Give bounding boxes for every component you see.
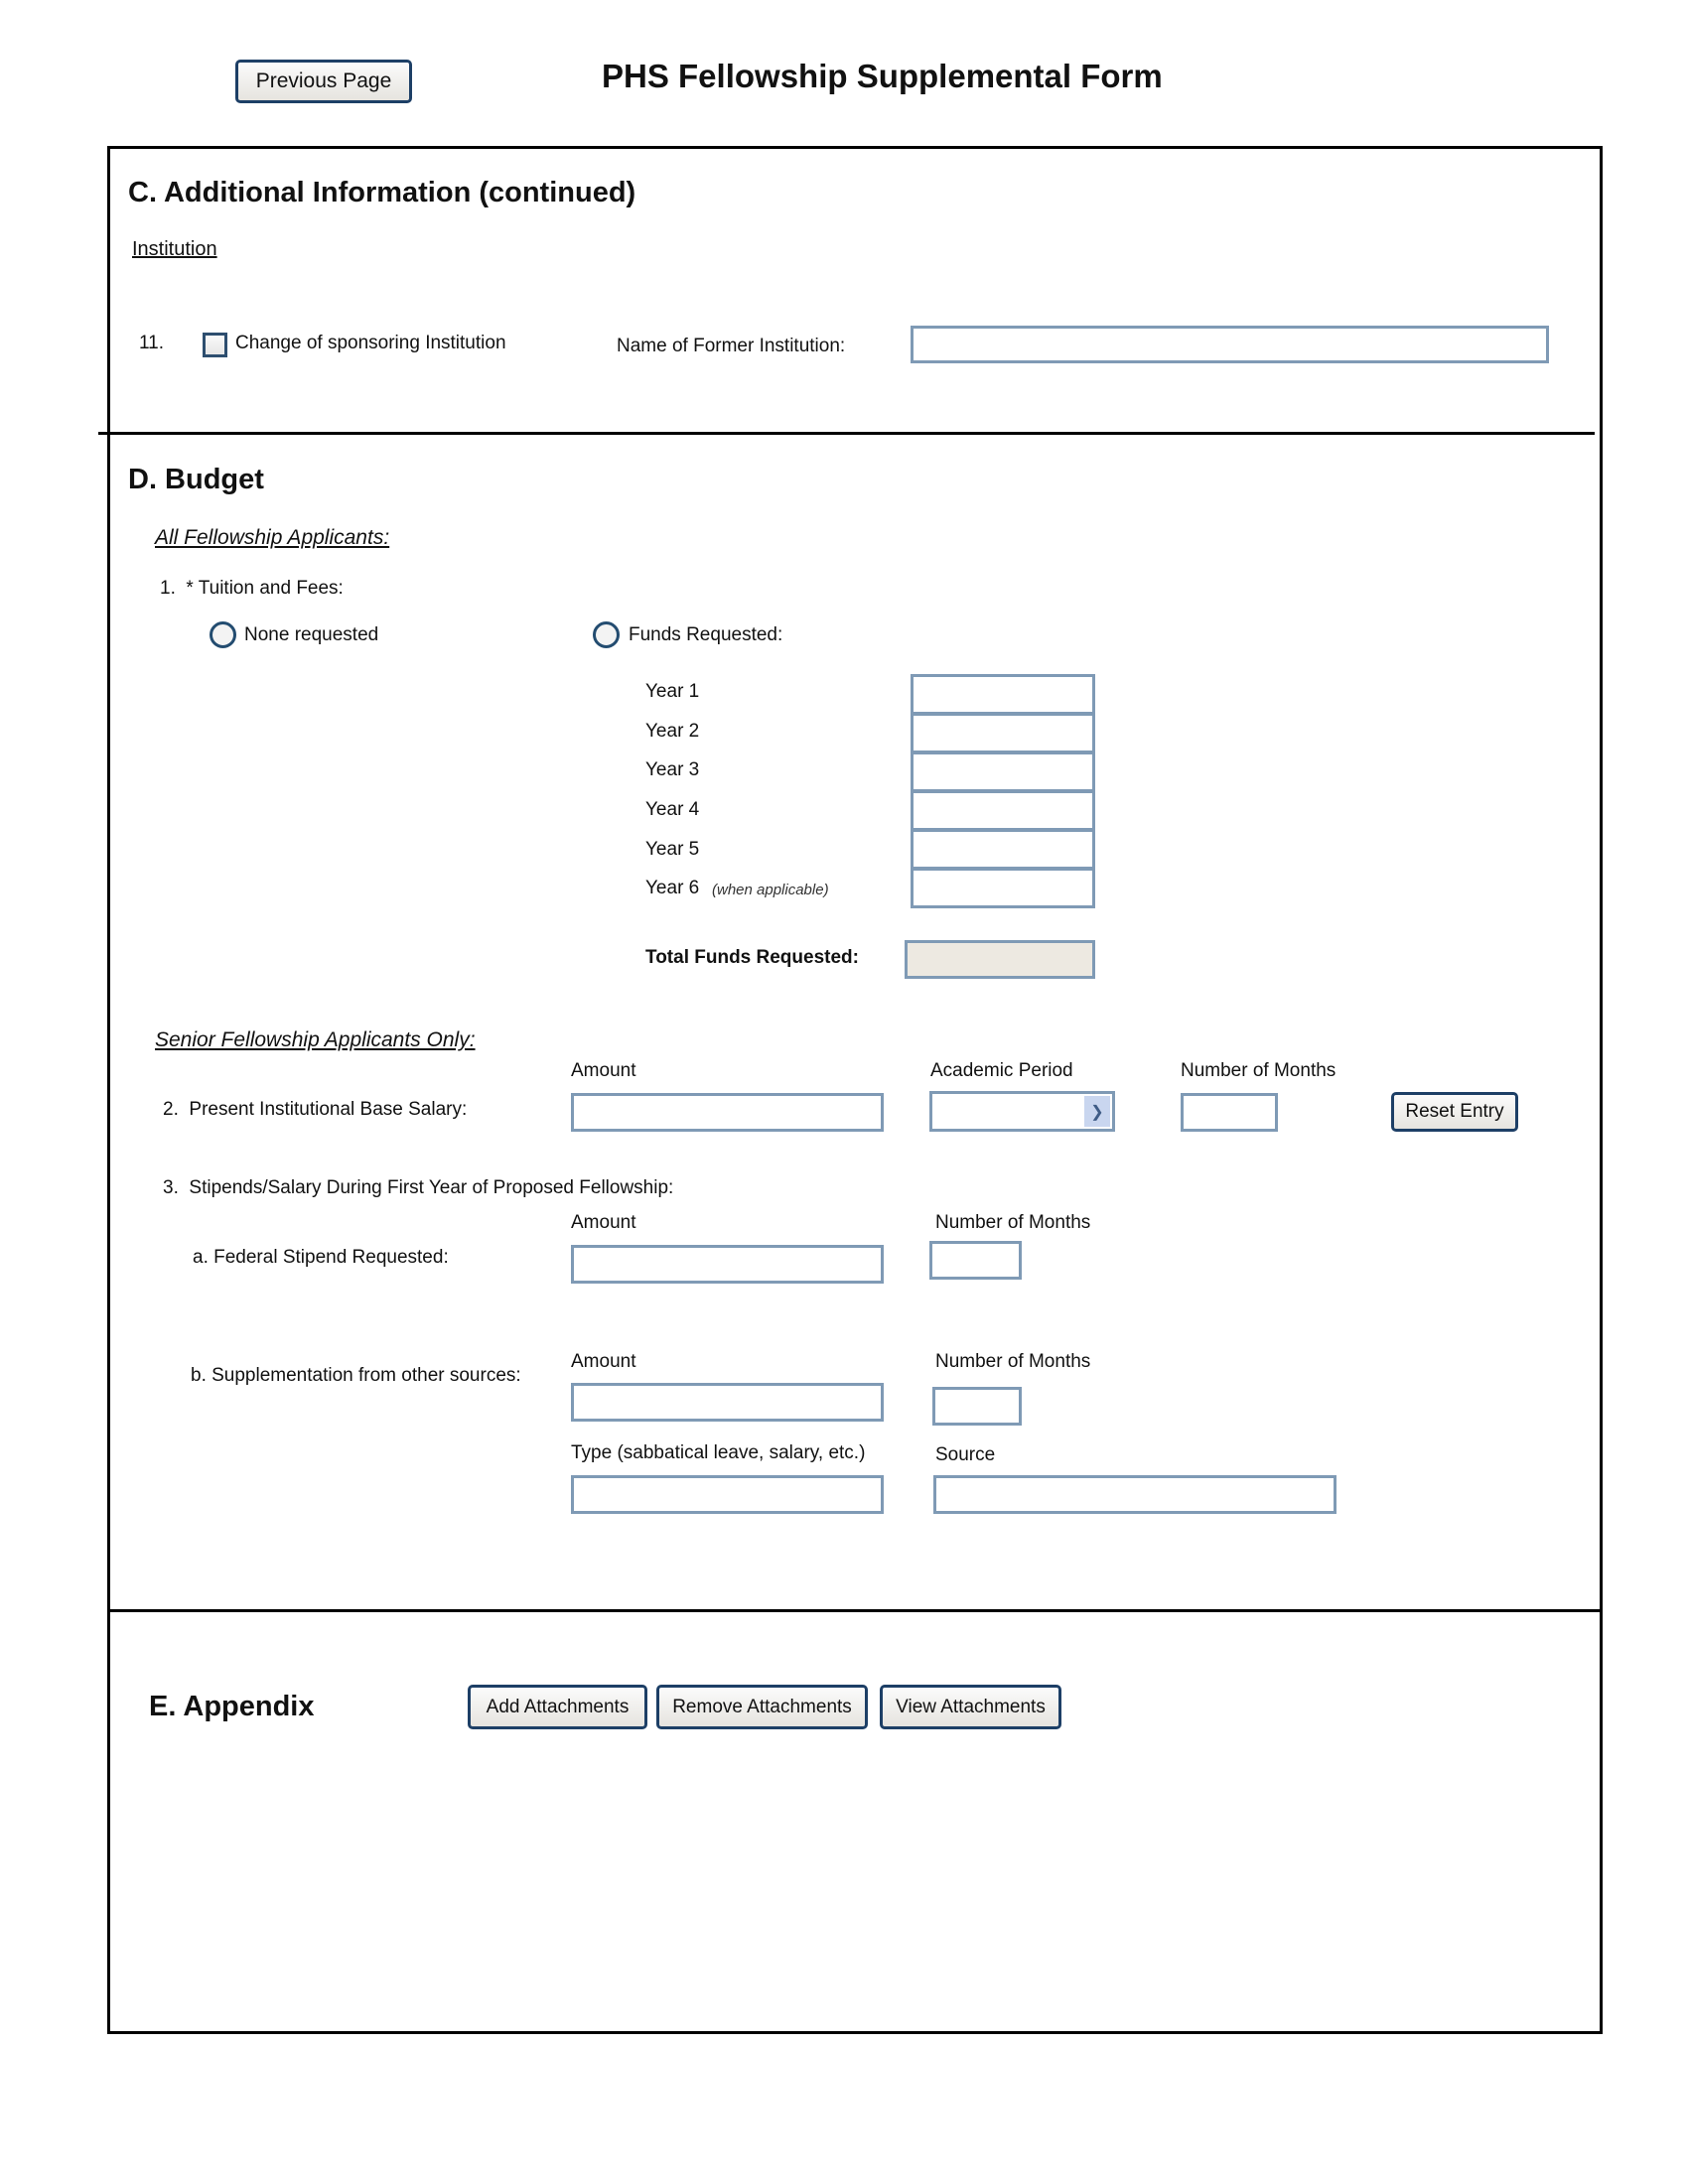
item3b-type-header: Type (sabbatical leave, salary, etc.) [571, 1442, 866, 1463]
year-3-input[interactable] [911, 751, 1095, 792]
section-divider [98, 432, 1595, 435]
section-c-heading: C. Additional Information (continued) [128, 177, 636, 208]
federal-stipend-label: a. Federal Stipend Requested: [193, 1247, 449, 1268]
former-institution-input[interactable] [911, 326, 1549, 363]
add-attachments-button[interactable]: Add Attachments [468, 1685, 647, 1729]
item2-period-header: Academic Period [930, 1060, 1073, 1081]
year-6-note: (when applicable) [712, 882, 829, 898]
supplementation-source-input[interactable] [933, 1475, 1336, 1514]
view-attachments-button[interactable]: View Attachments [880, 1685, 1061, 1729]
base-salary-amount-input[interactable] [571, 1093, 884, 1132]
supplementation-type-input[interactable] [571, 1475, 884, 1514]
change-institution-label: Change of sponsoring Institution [235, 333, 506, 353]
federal-stipend-amount-input[interactable] [571, 1245, 884, 1284]
previous-page-button[interactable]: Previous Page [235, 60, 412, 103]
base-salary-months-input[interactable] [1181, 1093, 1278, 1132]
all-applicants-heading: All Fellowship Applicants: [155, 526, 390, 549]
item3b-amount-header: Amount [571, 1351, 636, 1372]
supplementation-label: b. Supplementation from other sources: [191, 1365, 521, 1386]
year-6-input[interactable] [911, 868, 1095, 908]
year-1-input[interactable] [911, 674, 1095, 715]
item2-months-header: Number of Months [1181, 1060, 1336, 1081]
year-2-label: Year 2 [645, 721, 700, 742]
year-3-label: Year 3 [645, 759, 700, 780]
year-2-input[interactable] [911, 713, 1095, 753]
chevron-down-icon[interactable]: ❯ [1084, 1096, 1110, 1127]
reset-entry-button[interactable]: Reset Entry [1391, 1092, 1518, 1132]
year-4-input[interactable] [911, 790, 1095, 831]
year-4-label: Year 4 [645, 799, 700, 820]
remove-attachments-button[interactable]: Remove Attachments [656, 1685, 868, 1729]
year-6-label: Year 6 [645, 878, 700, 898]
year-5-input[interactable] [911, 829, 1095, 870]
page-title: PHS Fellowship Supplemental Form [602, 58, 1163, 94]
none-requested-label: None requested [244, 624, 379, 645]
item3a-months-header: Number of Months [935, 1212, 1091, 1233]
change-institution-checkbox[interactable] [203, 333, 227, 357]
section-divider-e [107, 1609, 1603, 1612]
tuition-fees-label: 1. * Tuition and Fees: [160, 578, 344, 599]
year-1-label: Year 1 [645, 681, 700, 702]
supplementation-amount-input[interactable] [571, 1383, 884, 1422]
form-frame [107, 146, 1603, 2034]
funds-requested-radio[interactable] [593, 621, 620, 648]
federal-stipend-months-input[interactable] [929, 1241, 1022, 1280]
item3a-amount-header: Amount [571, 1212, 636, 1233]
institution-subheading: Institution [132, 238, 217, 260]
item3b-months-header: Number of Months [935, 1351, 1091, 1372]
year-5-label: Year 5 [645, 839, 700, 860]
total-funds-field [905, 940, 1095, 979]
item2-amount-header: Amount [571, 1060, 636, 1081]
section-d-heading: D. Budget [128, 464, 264, 495]
supplementation-months-input[interactable] [932, 1387, 1022, 1426]
stipends-label: 3. Stipends/Salary During First Year of Proposed Fellowship: [163, 1177, 674, 1198]
section-e-heading: E. Appendix [149, 1691, 315, 1722]
item3b-source-header: Source [935, 1444, 996, 1465]
none-requested-radio[interactable] [210, 621, 236, 648]
base-salary-label: 2. Present Institutional Base Salary: [163, 1099, 468, 1120]
item-11-number: 11. [139, 333, 165, 353]
former-institution-label: Name of Former Institution: [617, 336, 846, 356]
senior-applicants-heading: Senior Fellowship Applicants Only: [155, 1028, 476, 1051]
academic-period-select[interactable] [929, 1091, 1115, 1132]
funds-requested-label: Funds Requested: [629, 624, 783, 645]
total-funds-label: Total Funds Requested: [645, 947, 859, 968]
